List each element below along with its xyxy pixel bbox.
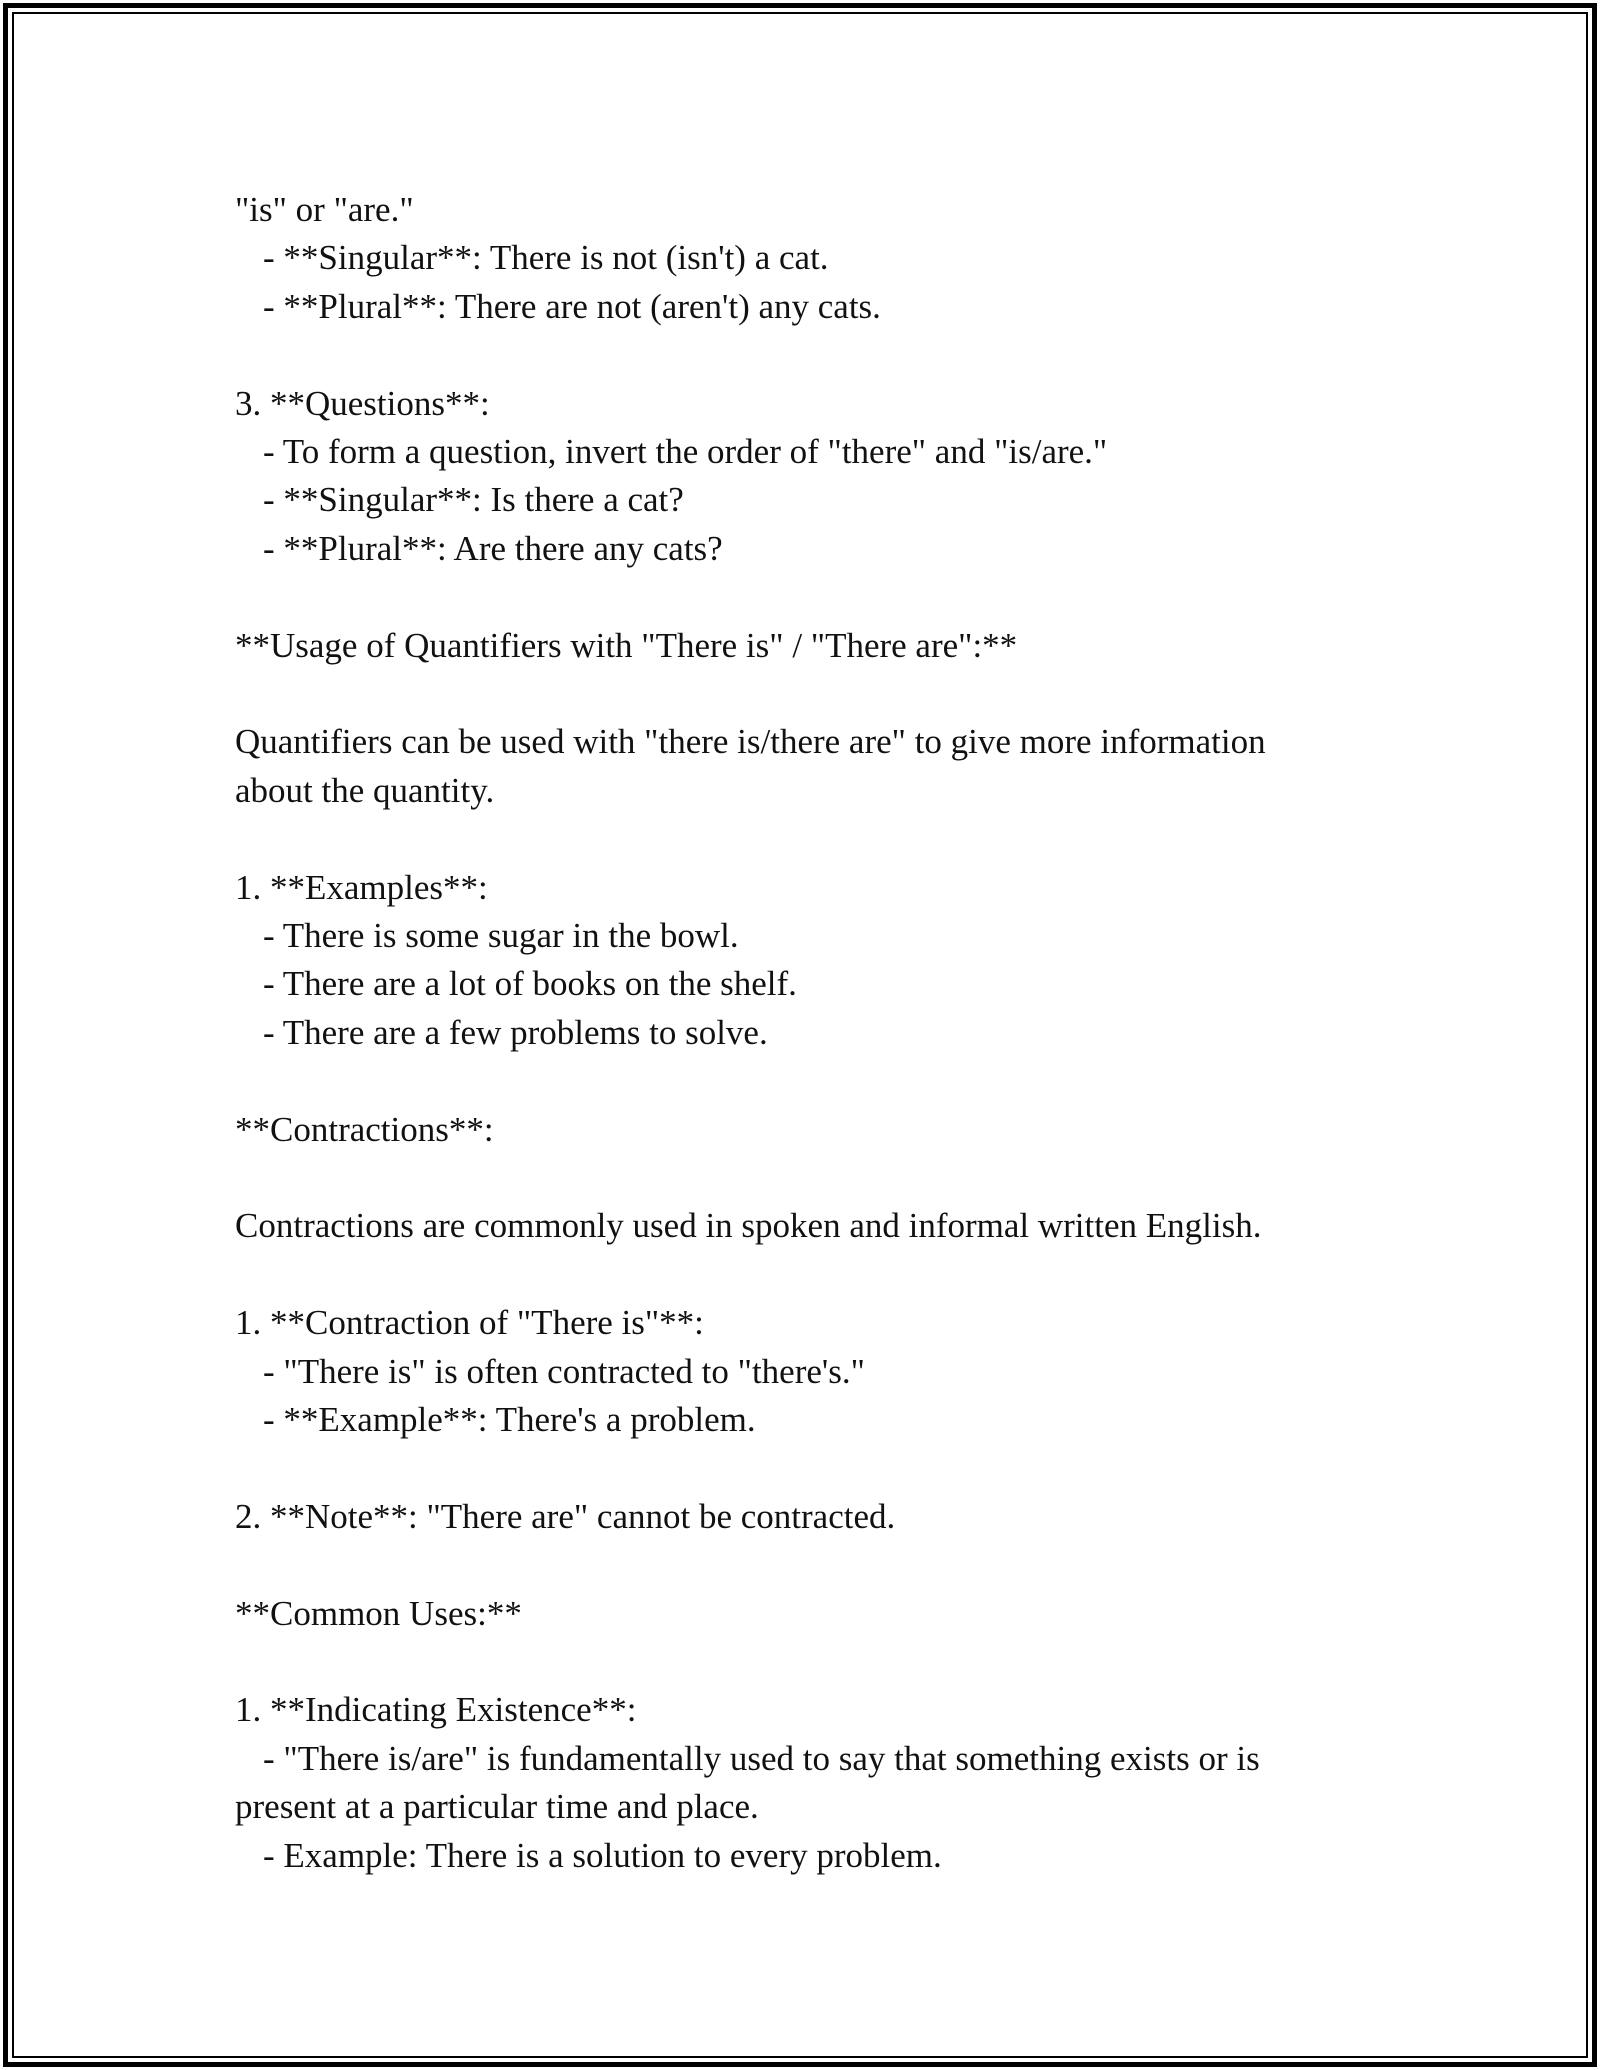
blank-line [235,815,1365,863]
section-heading: **Common Uses:** [235,1593,522,1633]
blank-line [235,573,1365,621]
blank-line [235,670,1365,718]
text-line: - There is some sugar in the bowl. [263,916,739,956]
text-line: present at a particular time and place. [235,1787,759,1827]
blank-line [235,1251,1365,1299]
paragraph-line: about the quantity. [235,770,495,810]
list-heading: 1. **Indicating Existence**: [235,1690,637,1730]
blank-line [235,1541,1365,1589]
section-heading: **Usage of Quantifiers with "There is" / "There are":** [235,625,1018,665]
text-line: "is" or "are." [235,190,414,229]
blank-line [235,1154,1365,1202]
list-heading: 2. **Note**: "There are" cannot be contracted. [235,1496,896,1536]
text-line: - "There is" is often contracted to "there's." [263,1351,865,1391]
text-line: - **Singular**: There is not (isn't) a cat. [263,238,829,278]
paragraph-line: Quantifiers can be used with "there is/there are" to give more information [235,722,1266,762]
text-line: - **Plural**: Are there any cats? [263,528,723,568]
text-line: - "There is/are" is fundamentally used to say that something exists or is [263,1738,1260,1778]
list-heading: 1. **Examples**: [235,867,488,907]
text-line: - **Plural**: There are not (aren't) any cats. [263,286,881,326]
blank-line [235,1057,1365,1105]
section-heading: **Contractions**: [235,1109,494,1149]
text-line: - **Example**: There's a problem. [263,1400,756,1440]
text-line: - **Singular**: Is there a cat? [263,480,684,520]
text-line: - There are a lot of books on the shelf. [263,964,797,1004]
list-heading: 1. **Contraction of "There is"**: [235,1303,704,1343]
list-heading: 3. **Questions**: [235,383,490,423]
document-body [235,186,1365,1880]
text-line: - There are a few problems to solve. [263,1012,768,1052]
text-line: - Example: There is a solution to every problem. [263,1835,942,1875]
text-line: - To form a question, invert the order of "there" and "is/are." [263,432,1108,472]
blank-line [235,1638,1365,1686]
paragraph-line: Contractions are commonly used in spoken and informal written English. [235,1206,1262,1246]
blank-line [235,331,1365,379]
blank-line [235,1444,1365,1492]
